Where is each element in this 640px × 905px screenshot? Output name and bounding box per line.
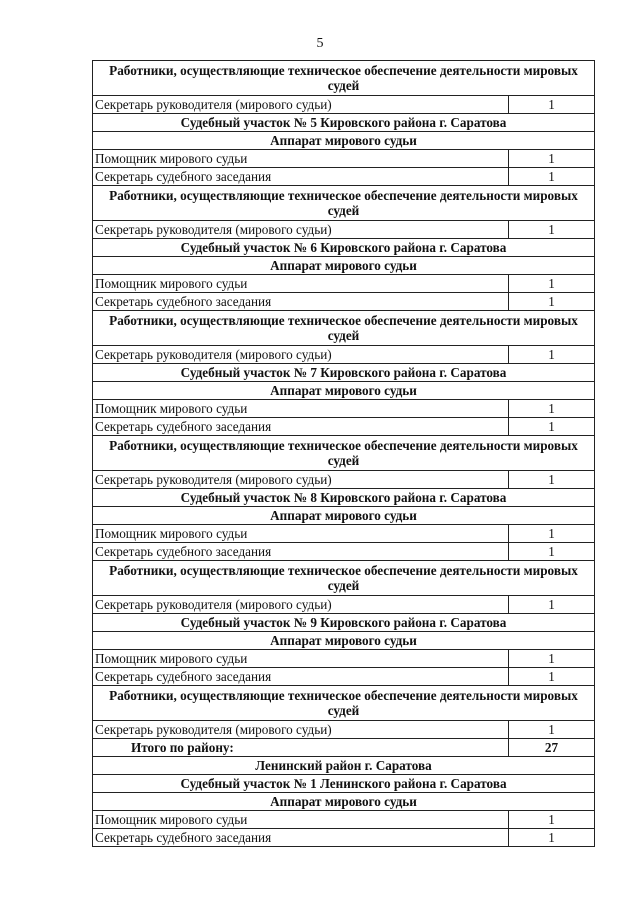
position-row bbox=[93, 829, 595, 847]
section-title: Судебный участок № 8 Кировского района г. Саратова bbox=[93, 489, 595, 507]
position-name: Секретарь судебного заседания bbox=[93, 829, 509, 847]
position-name: Секретарь судебного заседания bbox=[93, 543, 509, 561]
position-quantity: 1 bbox=[509, 811, 595, 829]
position-row bbox=[93, 150, 595, 168]
position-name: Секретарь судебного заседания bbox=[93, 168, 509, 186]
position-name: Секретарь руководителя (мирового судьи) bbox=[93, 96, 509, 114]
total-row bbox=[93, 739, 595, 757]
position-row bbox=[93, 525, 595, 543]
position-name: Секретарь судебного заседания bbox=[93, 293, 509, 311]
staff-table bbox=[92, 60, 595, 847]
position-name: Секретарь руководителя (мирового судьи) bbox=[93, 346, 509, 364]
position-name: Помощник мирового судьи bbox=[93, 400, 509, 418]
position-quantity: 1 bbox=[509, 275, 595, 293]
section-header-row bbox=[93, 132, 595, 150]
position-quantity: 1 bbox=[509, 293, 595, 311]
section-title: Работники, осуществляющие техническое обеспечение деятельности мировых судей bbox=[93, 561, 595, 596]
position-row bbox=[93, 650, 595, 668]
position-quantity: 1 bbox=[509, 829, 595, 847]
section-title: Аппарат мирового судьи bbox=[93, 793, 595, 811]
section-header-row bbox=[93, 686, 595, 721]
position-quantity: 1 bbox=[509, 221, 595, 239]
section-header-row bbox=[93, 793, 595, 811]
section-header-row bbox=[93, 632, 595, 650]
position-quantity: 1 bbox=[509, 721, 595, 739]
total-label: Итого по району: bbox=[93, 739, 509, 757]
position-name: Помощник мирового судьи bbox=[93, 150, 509, 168]
position-name: Помощник мирового судьи bbox=[93, 525, 509, 543]
position-quantity: 1 bbox=[509, 471, 595, 489]
position-quantity: 1 bbox=[509, 96, 595, 114]
section-header-row bbox=[93, 489, 595, 507]
position-name: Помощник мирового судьи bbox=[93, 275, 509, 293]
section-title: Судебный участок № 1 Ленинского района г. Саратова bbox=[93, 775, 595, 793]
section-header-row bbox=[93, 186, 595, 221]
section-header-row bbox=[93, 311, 595, 346]
section-title: Ленинский район г. Саратова bbox=[93, 757, 595, 775]
section-header-row bbox=[93, 561, 595, 596]
section-title: Аппарат мирового судьи bbox=[93, 507, 595, 525]
position-quantity: 1 bbox=[509, 400, 595, 418]
position-row bbox=[93, 811, 595, 829]
position-row bbox=[93, 543, 595, 561]
section-title: Аппарат мирового судьи bbox=[93, 632, 595, 650]
position-row bbox=[93, 596, 595, 614]
position-quantity: 1 bbox=[509, 525, 595, 543]
position-row bbox=[93, 668, 595, 686]
section-header-row bbox=[93, 61, 595, 96]
position-name: Секретарь руководителя (мирового судьи) bbox=[93, 721, 509, 739]
section-header-row bbox=[93, 507, 595, 525]
section-header-row bbox=[93, 364, 595, 382]
section-title: Работники, осуществляющие техническое обеспечение деятельности мировых судей bbox=[93, 436, 595, 471]
position-name: Секретарь руководителя (мирового судьи) bbox=[93, 221, 509, 239]
section-header-row bbox=[93, 114, 595, 132]
staff-table-body bbox=[93, 61, 595, 847]
section-header-row bbox=[93, 257, 595, 275]
section-header-row bbox=[93, 757, 595, 775]
section-header-row bbox=[93, 382, 595, 400]
position-row bbox=[93, 96, 595, 114]
position-row bbox=[93, 293, 595, 311]
position-row bbox=[93, 221, 595, 239]
position-row bbox=[93, 721, 595, 739]
position-row bbox=[93, 471, 595, 489]
position-row bbox=[93, 400, 595, 418]
page-number: 5 bbox=[316, 36, 324, 51]
position-name: Секретарь руководителя (мирового судьи) bbox=[93, 596, 509, 614]
section-title: Судебный участок № 7 Кировского района г. Саратова bbox=[93, 364, 595, 382]
position-row bbox=[93, 418, 595, 436]
position-quantity: 1 bbox=[509, 346, 595, 364]
section-title: Судебный участок № 6 Кировского района г. Саратова bbox=[93, 239, 595, 257]
section-header-row bbox=[93, 436, 595, 471]
position-row bbox=[93, 346, 595, 364]
section-title: Аппарат мирового судьи bbox=[93, 257, 595, 275]
section-title: Работники, осуществляющие техническое обеспечение деятельности мировых судей bbox=[93, 61, 595, 96]
position-quantity: 1 bbox=[509, 596, 595, 614]
section-header-row bbox=[93, 775, 595, 793]
position-quantity: 1 bbox=[509, 168, 595, 186]
position-name: Секретарь судебного заседания bbox=[93, 668, 509, 686]
position-quantity: 1 bbox=[509, 668, 595, 686]
position-row bbox=[93, 275, 595, 293]
section-title: Работники, осуществляющие техническое обеспечение деятельности мировых судей bbox=[93, 686, 595, 721]
position-quantity: 1 bbox=[509, 650, 595, 668]
position-quantity: 1 bbox=[509, 150, 595, 168]
section-header-row bbox=[93, 239, 595, 257]
position-name: Секретарь судебного заседания bbox=[93, 418, 509, 436]
section-title: Аппарат мирового судьи bbox=[93, 132, 595, 150]
total-quantity: 27 bbox=[509, 739, 595, 757]
section-header-row bbox=[93, 614, 595, 632]
position-row bbox=[93, 168, 595, 186]
position-name: Помощник мирового судьи bbox=[93, 811, 509, 829]
position-name: Секретарь руководителя (мирового судьи) bbox=[93, 471, 509, 489]
section-title: Работники, осуществляющие техническое обеспечение деятельности мировых судей bbox=[93, 186, 595, 221]
section-title: Аппарат мирового судьи bbox=[93, 382, 595, 400]
position-quantity: 1 bbox=[509, 418, 595, 436]
position-quantity: 1 bbox=[509, 543, 595, 561]
section-title: Судебный участок № 9 Кировского района г. Саратова bbox=[93, 614, 595, 632]
section-title: Судебный участок № 5 Кировского района г. Саратова bbox=[93, 114, 595, 132]
position-name: Помощник мирового судьи bbox=[93, 650, 509, 668]
section-title: Работники, осуществляющие техническое обеспечение деятельности мировых судей bbox=[93, 311, 595, 346]
